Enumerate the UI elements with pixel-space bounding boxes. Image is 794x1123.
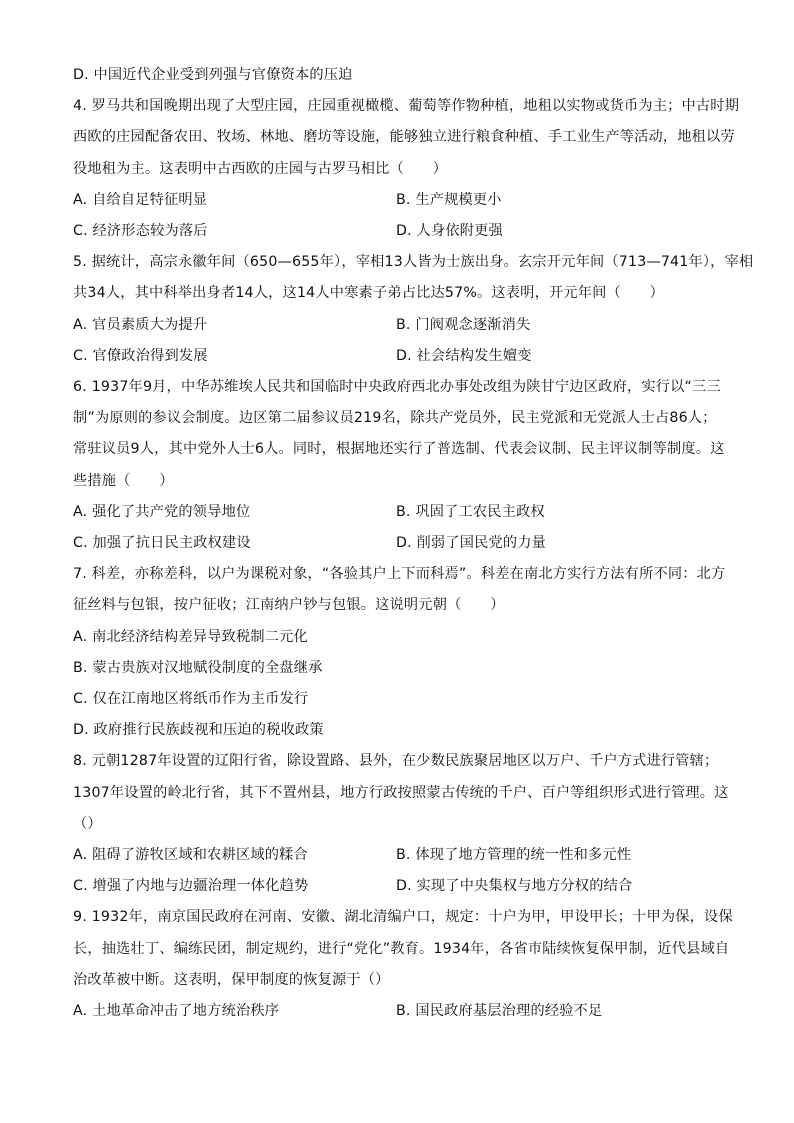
option-c: C. 仅在江南地区将纸币作为主币发行 bbox=[73, 690, 309, 707]
option-row bbox=[73, 216, 723, 247]
question-9-line: 9. 1932年，南京国民政府在河南、安徽、湖北清编户口，规定：十户为甲，甲设甲长；十甲为保，设保 bbox=[73, 909, 733, 926]
option-row bbox=[73, 528, 723, 559]
option-b: B. 蒙古贵族对汉地赋役制度的全盘继承 bbox=[73, 659, 323, 676]
question-8-line: 8. 元朝1287年设置的辽阳行省，除设置路、县外，在少数民族聚居地区以万户、千户方式进行管辖； bbox=[73, 753, 719, 770]
question-5-line: 共34人，其中科举出身者14人，这14人中寒素子弟占比达57%。这表明，开元年间（ ） bbox=[73, 285, 665, 302]
option-d: D. 削弱了国民党的力量 bbox=[396, 534, 547, 551]
question-7-line: 7. 科差，亦称差科，以户为课税对象，“各验其户上下而科焉”。科差在南北方实行方法有所不同：北方 bbox=[73, 566, 726, 583]
question-8-line: （） bbox=[73, 815, 102, 832]
question-5 bbox=[73, 247, 754, 372]
option-b: B. 国民政府基层治理的经验不足 bbox=[396, 1002, 603, 1019]
question-8-line: 1307年设置的岭北行省，其下不置州县，地方行政按照蒙古传统的千户、百户等组织形式进行管理。这 bbox=[73, 784, 729, 801]
option-a: A. 强化了共产党的领导地位 bbox=[73, 503, 251, 520]
question-7-line: 征丝料与包银，按户征收；江南纳户钞与包银。这说明元朝（ ） bbox=[73, 597, 505, 614]
option-b: B. 生产规模更小 bbox=[396, 191, 502, 208]
option-a: A. 官员素质大为提升 bbox=[73, 316, 208, 333]
option-row bbox=[73, 996, 723, 1027]
option-row bbox=[73, 497, 723, 528]
option-row bbox=[73, 341, 723, 372]
option-d: D. 人身依附更强 bbox=[396, 223, 503, 239]
question-8 bbox=[73, 746, 729, 902]
question-5-line: 5. 据统计，高宗永徽年间（650—655年），宰相13人皆为士族出身。玄宗开元年间（713—741年），宰相 bbox=[73, 254, 754, 271]
question-4 bbox=[73, 91, 740, 247]
option-a: A. 土地革命冲击了地方统治秩序 bbox=[73, 1002, 280, 1019]
option-row bbox=[73, 310, 723, 341]
question-6-line: 常驻议员9人，其中党外人士6人。同时，根据地还实行了普选制、代表会议制、民主评议制等制度。这 bbox=[73, 441, 725, 458]
question-4-line: 西欧的庄园配备农田、牧场、林地、磨坊等设施，能够独立进行粮食种植、手工业生产等活动，地租以劳 bbox=[73, 129, 735, 146]
option-d: D. 社会结构发生嬗变 bbox=[396, 347, 532, 364]
question-6-line: 制”为原则的参议会制度。边区第二届参议员219名，除共产党员外，民主党派和无党派人士占86人； bbox=[73, 410, 717, 427]
q3-option-d: D. 中国近代企业受到列强与官僚资本的压迫 bbox=[73, 67, 353, 83]
question-list bbox=[73, 60, 754, 1027]
question-4-line: 4. 罗马共和国晚期出现了大型庄园，庄园重视橄榄、葡萄等作物种植，地租以实物或货币为主；中古时期 bbox=[73, 98, 740, 115]
question-6-line: 些措施（ ） bbox=[73, 472, 174, 489]
option-row bbox=[73, 185, 723, 216]
question-9 bbox=[73, 902, 733, 1027]
option-c: C. 加强了抗日民主政权建设 bbox=[73, 534, 251, 551]
question-4-line: 役地租为主。这表明中古西欧的庄园与古罗马相比（ ） bbox=[73, 160, 448, 177]
option-row bbox=[73, 871, 723, 902]
option-c: C. 官僚政治得到发展 bbox=[73, 347, 208, 364]
option-c: C. 增强了内地与边疆治理一体化趋势 bbox=[73, 878, 309, 895]
option-b: B. 体现了地方管理的统一性和多元性 bbox=[396, 846, 632, 863]
option-a: A. 自给自足特征明显 bbox=[73, 191, 208, 208]
option-d: D. 实现了中央集权与地方分权的结合 bbox=[396, 878, 633, 895]
option-b: B. 巩固了工农民主政权 bbox=[396, 503, 545, 520]
option-b: B. 门阀观念逐渐消失 bbox=[396, 316, 531, 333]
option-row bbox=[73, 840, 723, 871]
question-7 bbox=[73, 559, 726, 746]
option-a: A. 南北经济结构差异导致税制二元化 bbox=[73, 628, 308, 645]
question-9-line: 长，抽选壮丁、编练民团，制定规约，进行“党化”教育。1934年，各省市陆续恢复保甲制，近代县域自 bbox=[73, 940, 730, 957]
option-d: D. 政府推行民族歧视和压迫的税收政策 bbox=[73, 722, 324, 739]
option-a: A. 阻碍了游牧区域和农耕区域的糅合 bbox=[73, 846, 308, 863]
question-6-line: 6. 1937年9月，中华苏维埃人民共和国临时中央政府西北办事处改组为陕甘宁边区政府，实行以“三三 bbox=[73, 378, 721, 395]
question-9-line: 治改革被中断。这表明，保甲制度的恢复源于（） bbox=[73, 971, 390, 988]
question-6 bbox=[73, 372, 723, 559]
option-c: C. 经济形态较为落后 bbox=[73, 223, 208, 239]
